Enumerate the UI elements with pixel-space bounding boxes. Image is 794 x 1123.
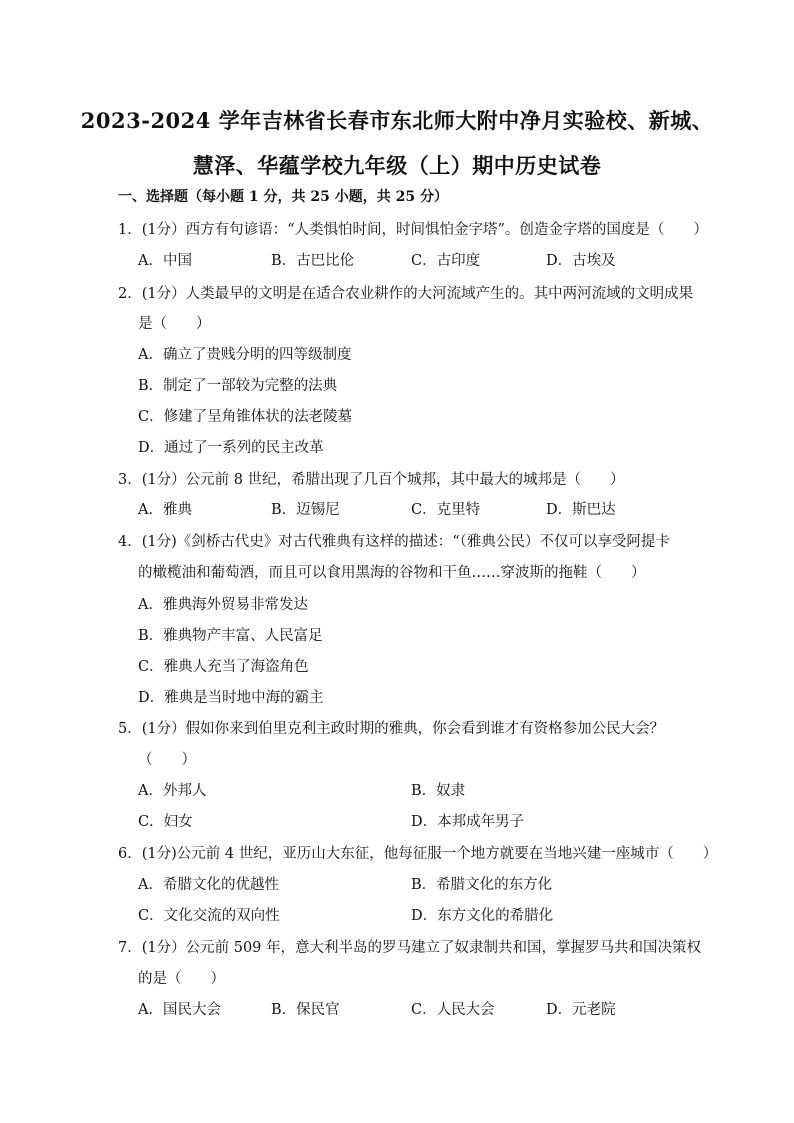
question-6-option-b: B．希腊文化的东方化 (411, 877, 553, 893)
question-5-option-d: D．本邦成年男子 (411, 814, 525, 830)
question-6-option-c: C．文化交流的双向性 (138, 908, 280, 924)
question-1-option-a: A．中国 (138, 253, 192, 269)
question-3-option-c: C．克里特 (411, 502, 481, 518)
question-5-stem-continued: （ ） (138, 752, 196, 768)
question-5-option-c: C．妇女 (138, 814, 193, 830)
question-3-option-a: A．雅典 (138, 502, 192, 518)
question-4-option-b: B．雅典物产丰富、人民富足 (138, 628, 323, 644)
exam-title-line-2: 慧泽、华蕴学校九年级（上）期中历史试卷 (192, 153, 602, 178)
question-3-option-b: B．迈锡尼 (271, 502, 340, 518)
question-3-option-d: D．斯巴达 (546, 502, 616, 518)
question-6-stem: 6．(1分)公元前 4 世纪，亚历山大东征，他每征服一个地方就要在当地兴建一座城市（ ） (118, 846, 718, 862)
question-4-option-a: A．雅典海外贸易非常发达 (138, 597, 308, 613)
question-6-option-a: A．希腊文化的优越性 (138, 877, 279, 893)
question-4-stem: 4．(1分)《剑桥古代史》对古代雅典有这样的描述：“（雅典公民）不仅可以享受阿提卡 (118, 534, 670, 550)
question-7-stem: 7．(1分）公元前 509 年，意大利半岛的罗马建立了奴隶制共和国，掌握罗马共和国决策权 (118, 940, 701, 956)
question-7-stem-continued: 的是（ ） (138, 971, 225, 987)
question-7-option-c: C．人民大会 (411, 1002, 495, 1018)
question-1-option-d: D．古埃及 (546, 253, 616, 269)
section-heading: 一、选择题（每小题 1 分，共 25 小题，共 25 分） (118, 189, 448, 205)
question-5-option-b: B．奴隶 (411, 783, 466, 799)
question-2-stem-continued: 是（ ） (138, 316, 211, 332)
question-4-stem-continued: 的橄榄油和葡萄酒，而且可以食用黑海的谷物和干鱼……穿波斯的拖鞋（ ） (138, 565, 646, 581)
question-7-option-b: B．保民官 (271, 1002, 340, 1018)
question-1-option-b: B．古巴比伦 (271, 253, 355, 269)
exam-title-line-1: 2023-2024 学年吉林省长春市东北师大附中净月实验校、新城、 (80, 108, 714, 133)
question-4-option-d: D．雅典是当时地中海的霸主 (138, 690, 324, 706)
question-2-option-a: A．确立了贵贱分明的四等级制度 (138, 347, 352, 363)
question-7-option-d: D．元老院 (546, 1002, 616, 1018)
question-3-stem: 3．(1分）公元前 8 世纪，希腊出现了几百个城邦，其中最大的城邦是（ ） (118, 472, 625, 488)
question-2-option-b: B．制定了一部较为完整的法典 (138, 378, 338, 394)
question-1-option-c: C．古印度 (411, 253, 481, 269)
question-1-stem: 1．(1分）西方有句谚语：“人类惧怕时间，时间惧怕金字塔”。创造金字塔的国度是（ ） (118, 222, 708, 238)
question-2-option-c: C．修建了呈角锥体状的法老陵墓 (138, 409, 353, 425)
question-4-option-c: C．雅典人充当了海盗角色 (138, 659, 309, 675)
question-5-stem: 5．(1分）假如你来到伯里克利主政时期的雅典，你会看到谁才有资格参加公民大会？ (118, 721, 665, 737)
question-7-option-a: A．国民大会 (138, 1002, 221, 1018)
question-2-stem: 2．(1分）人类最早的文明是在适合农业耕作的大河流域产生的。其中两河流域的文明成果 (118, 286, 694, 302)
question-5-option-a: A．外邦人 (138, 783, 207, 799)
question-6-option-d: D．东方文化的希腊化 (411, 908, 554, 924)
question-2-option-d: D．通过了一系列的民主改革 (138, 440, 324, 456)
